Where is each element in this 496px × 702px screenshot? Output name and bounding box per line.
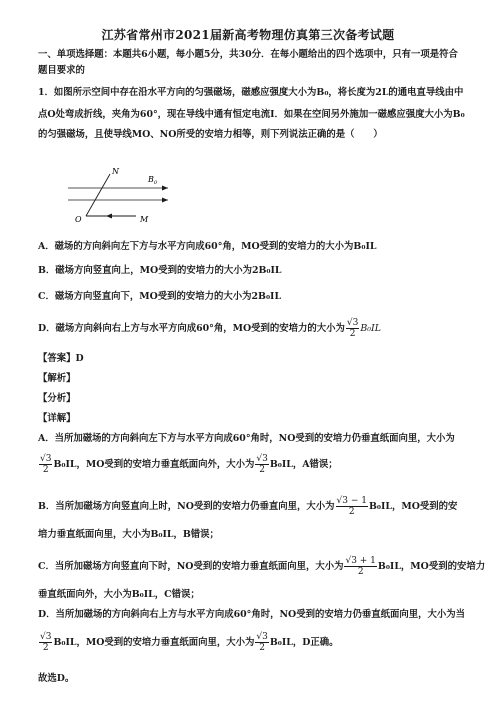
detail-d-line2 xyxy=(38,632,458,653)
fraction xyxy=(344,556,376,577)
fraction-denominator: 2 xyxy=(348,507,355,517)
label-n: N xyxy=(112,167,119,176)
fraction-numerator: √3 + 1 xyxy=(345,556,376,566)
page-title: 江苏省常州市2021届新高考物理仿真第三次备考试题 xyxy=(101,28,395,42)
detail-label: 【详解】 xyxy=(38,413,76,424)
physics-diagram xyxy=(64,158,174,226)
detail-c-text: C．当所加磁场方向竖直向下时，NO受到的安培力垂直纸面向里，大小为 xyxy=(38,561,344,572)
detail-b-text: B．当所加磁场方向竖直向上时，NO受到的安培力仍垂直向里，大小为 xyxy=(38,501,335,512)
field-line-bottom-arrow xyxy=(162,198,168,203)
fraction-denominator: 2 xyxy=(259,465,265,475)
field-line-top-arrow xyxy=(162,186,168,191)
label-b-sub: 0 xyxy=(153,180,158,186)
analysis-label: 【解析】 xyxy=(38,373,76,384)
section-heading-line1: 一、单项选择题：本题共6小题，每小题5分，共30分．在每小题给出的四个选项中，只有一项是符合 xyxy=(38,49,458,60)
breakdown-label: 【分析】 xyxy=(38,393,76,404)
fraction-numerator: √3 xyxy=(346,318,359,328)
current-arrow xyxy=(106,214,112,219)
fraction-denominator: 2 xyxy=(259,643,265,653)
detail-b-line2: 培力垂直纸面向里，大小为B₀IL，B错误； xyxy=(38,529,219,540)
wire-on xyxy=(86,174,110,216)
question-line3: 的匀强磁场，且使导线MO、NO所受的安培力相等，则下列说法正确的是（ ） xyxy=(38,129,383,140)
label-m: M xyxy=(140,215,149,224)
fraction-numerator: √3 − 1 xyxy=(336,496,367,506)
option-a: A．磁场的方向斜向左下方与水平方向成60°角，MO受到的安培力的大小为B₀IL xyxy=(38,241,377,252)
fraction xyxy=(255,632,268,653)
label-o: O xyxy=(75,215,82,224)
final-answer: 故选D。 xyxy=(38,673,75,684)
detail-c-tail: B₀IL，MO受到的安培力 xyxy=(377,561,486,572)
fraction-denominator: 2 xyxy=(42,465,49,475)
fraction-numerator: √3 xyxy=(40,454,52,464)
option-d-text: D．磁场方向斜向右上方与水平方向成60°角，MO受到的安培力的大小为 xyxy=(38,323,345,334)
detail-d-line1: D．当所加磁场的方向斜向右上方与水平方向成60°角时，NO受到的安培力仍垂直纸面向里，大小为当 xyxy=(38,609,465,620)
option-d xyxy=(38,318,458,339)
label-b: B xyxy=(148,175,154,184)
fraction-numerator: √3 xyxy=(256,454,268,464)
section-heading-line2: 题目要求的 xyxy=(38,65,85,76)
detail-a-line2 xyxy=(38,454,458,475)
option-d-tail: B₀IL xyxy=(360,323,381,334)
detail-b-tail: B₀IL，MO受到的安 xyxy=(369,501,458,512)
fraction xyxy=(39,632,52,653)
option-c: C．磁场方向竖直向下，MO受到的安培力的大小为2B₀IL xyxy=(38,291,282,302)
detail-d-mid: B₀IL，MO受到的安培力垂直纸面向里，大小为 xyxy=(53,637,255,648)
detail-b-line1 xyxy=(38,496,458,517)
answer-label: 【答案】D xyxy=(38,353,84,364)
detail-a-tail: B₀IL，A错误； xyxy=(269,459,338,470)
fraction xyxy=(255,454,268,475)
fraction-denominator: 2 xyxy=(42,643,49,653)
fraction xyxy=(336,496,368,517)
option-b: B．磁场方向竖直向上，MO受到的安培力的大小为2B₀IL xyxy=(38,265,282,276)
fraction-denominator: 2 xyxy=(349,329,356,339)
detail-a-mid: B₀IL，MO受到的安培力垂直纸面向外，大小为 xyxy=(53,459,255,470)
fraction-denominator: 2 xyxy=(357,567,364,577)
detail-a-line1: A．当所加磁场的方向斜向左下方与水平方向成60°角时，NO受到的安培力仍垂直纸面向里，大小为 xyxy=(38,433,455,444)
detail-d-tail: B₀IL，D正确。 xyxy=(269,637,339,648)
fraction-numerator: √3 xyxy=(40,632,52,642)
question-line2: 点O处弯成折线，夹角为60°，现在导线中通有恒定电流I．如果在空间另外施加一磁感应强度大小为B₀ xyxy=(38,109,465,120)
detail-c-line2: 垂直纸面向外，大小为B₀IL，C错误； xyxy=(38,589,200,600)
question-line1: 1．如图所示空间中存在沿水平方向的匀强磁场，磁感应强度大小为B₀，将长度为2L的通电直导线由中 xyxy=(38,87,464,98)
fraction xyxy=(39,454,52,475)
fraction xyxy=(346,318,359,339)
fraction-numerator: √3 xyxy=(256,632,268,642)
label-b0 xyxy=(147,175,158,186)
detail-c-line1 xyxy=(38,556,486,577)
